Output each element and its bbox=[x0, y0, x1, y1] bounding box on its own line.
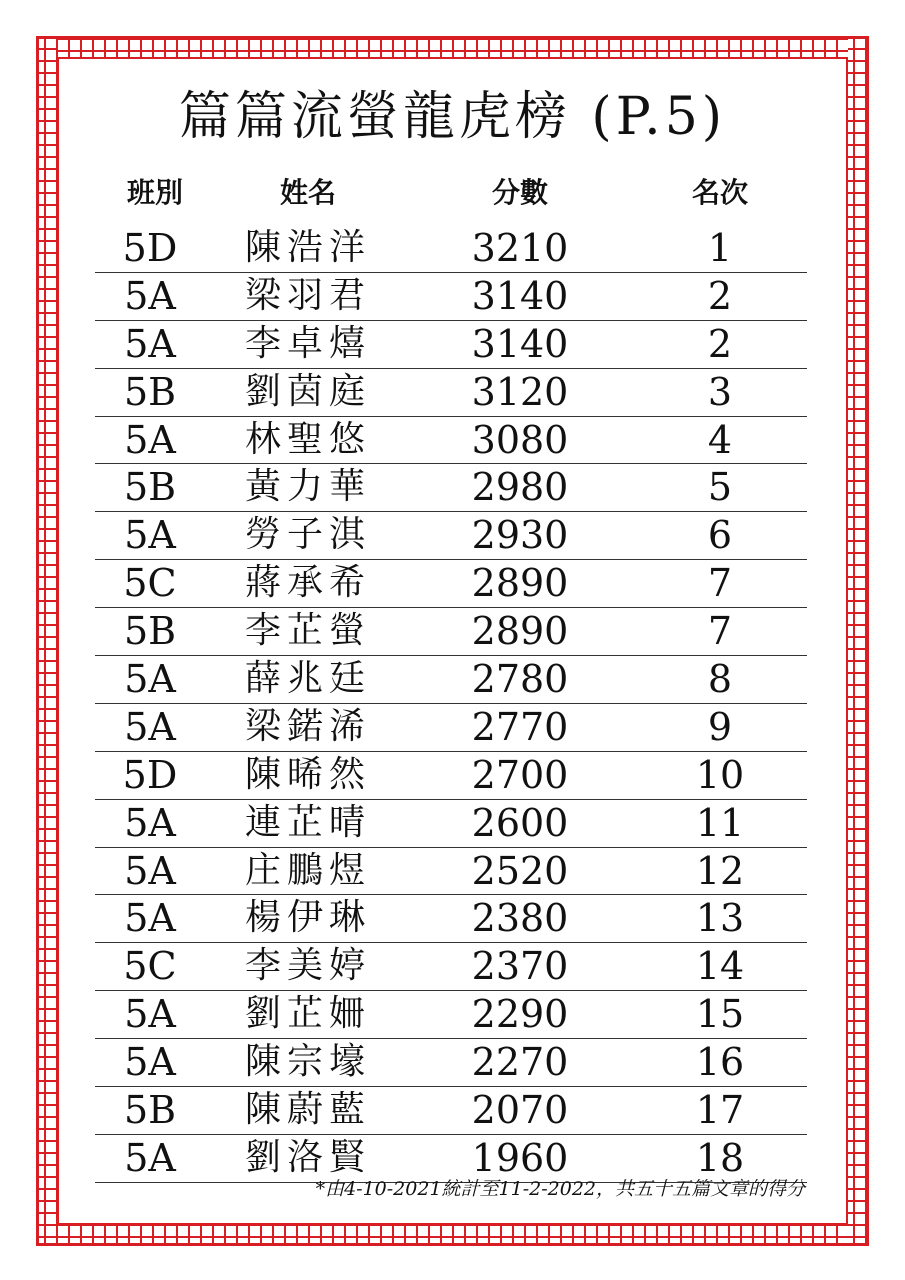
row-rank: 2 bbox=[707, 321, 733, 366]
row-score: 3080 bbox=[471, 417, 569, 462]
table-row bbox=[95, 991, 807, 1039]
row-class: 5B bbox=[123, 369, 177, 414]
row-name: 梁鍩浠 bbox=[244, 705, 371, 747]
row-name: 劉芷姍 bbox=[244, 993, 371, 1035]
row-name: 薛兆廷 bbox=[244, 658, 371, 700]
row-rank: 12 bbox=[695, 848, 745, 893]
decorative-border-bottom bbox=[39, 1225, 866, 1243]
table-row bbox=[95, 895, 807, 943]
row-score: 2770 bbox=[471, 704, 569, 749]
table-row bbox=[95, 369, 807, 417]
table-row bbox=[95, 273, 807, 321]
row-rank: 13 bbox=[695, 896, 745, 941]
row-name: 李芷螢 bbox=[244, 610, 371, 652]
row-class: 5A bbox=[124, 513, 176, 558]
row-name: 梁羽君 bbox=[244, 274, 371, 316]
row-class: 5B bbox=[123, 609, 177, 654]
row-class: 5C bbox=[123, 944, 177, 989]
table-row bbox=[95, 752, 807, 800]
row-class: 5A bbox=[124, 800, 176, 845]
row-rank: 2 bbox=[707, 273, 733, 318]
table-row bbox=[95, 1087, 807, 1135]
row-name: 李美婷 bbox=[244, 945, 371, 987]
row-score: 2780 bbox=[471, 657, 569, 702]
row-name: 李卓熺 bbox=[244, 322, 371, 364]
row-score: 2370 bbox=[471, 944, 569, 989]
row-class: 5A bbox=[124, 896, 176, 941]
row-class: 5A bbox=[124, 321, 176, 366]
row-score: 2070 bbox=[471, 1088, 569, 1133]
table-row bbox=[95, 321, 807, 369]
row-rank: 4 bbox=[707, 417, 733, 462]
table-row bbox=[95, 512, 807, 560]
row-rank: 18 bbox=[695, 1135, 745, 1180]
row-name: 陳宗壕 bbox=[244, 1041, 371, 1083]
row-score: 2290 bbox=[471, 992, 569, 1037]
row-class: 5A bbox=[124, 273, 176, 318]
row-rank: 6 bbox=[707, 513, 733, 558]
row-class: 5A bbox=[124, 1135, 176, 1180]
row-score: 2980 bbox=[471, 465, 569, 510]
header-score: 分數 bbox=[491, 176, 548, 209]
row-rank: 17 bbox=[695, 1088, 745, 1133]
row-score: 3210 bbox=[471, 226, 569, 270]
row-rank: 7 bbox=[707, 609, 733, 654]
row-rank: 11 bbox=[695, 800, 745, 845]
row-score: 2520 bbox=[471, 848, 569, 893]
row-rank: 9 bbox=[707, 704, 733, 749]
row-class: 5D bbox=[122, 752, 178, 797]
row-class: 5A bbox=[124, 704, 176, 749]
row-rank: 5 bbox=[707, 465, 733, 510]
table-header bbox=[0, 170, 905, 216]
row-rank: 8 bbox=[707, 657, 733, 702]
row-score: 3120 bbox=[471, 369, 569, 414]
row-rank: 7 bbox=[707, 561, 733, 606]
footnote: *由4-10-2021統計至11-2-2022，共五十五篇文章的得分 bbox=[315, 1178, 805, 1200]
row-class: 5B bbox=[123, 1088, 177, 1133]
table-row bbox=[95, 1039, 807, 1087]
row-class: 5A bbox=[124, 848, 176, 893]
row-score: 2890 bbox=[471, 561, 569, 606]
row-class: 5A bbox=[124, 992, 176, 1037]
table-row bbox=[95, 800, 807, 848]
row-rank: 10 bbox=[695, 752, 745, 797]
table-row bbox=[95, 656, 807, 704]
row-name: 庄鵬煜 bbox=[244, 849, 371, 891]
row-score: 2270 bbox=[471, 1040, 569, 1085]
row-score: 2890 bbox=[471, 609, 569, 654]
table-row bbox=[95, 560, 807, 608]
row-rank: 15 bbox=[695, 992, 745, 1037]
row-name: 陳浩洋 bbox=[244, 227, 371, 268]
row-name: 林聖悠 bbox=[244, 418, 371, 460]
row-score: 2930 bbox=[471, 513, 569, 558]
row-class: 5A bbox=[124, 657, 176, 702]
table-row bbox=[95, 225, 807, 273]
row-class: 5A bbox=[124, 1040, 176, 1085]
row-score: 2600 bbox=[471, 800, 569, 845]
row-name: 勞子淇 bbox=[244, 514, 371, 556]
row-name: 劉洛賢 bbox=[244, 1136, 371, 1178]
row-score: 3140 bbox=[471, 321, 569, 366]
row-name: 劉茵庭 bbox=[244, 370, 371, 412]
decorative-border-top bbox=[39, 39, 866, 57]
row-rank: 1 bbox=[707, 226, 733, 270]
table-row bbox=[95, 464, 807, 512]
row-score: 1960 bbox=[471, 1135, 569, 1180]
table-row bbox=[95, 943, 807, 991]
row-score: 2380 bbox=[471, 896, 569, 941]
ranking-table bbox=[0, 225, 905, 1183]
row-name: 陳晞然 bbox=[244, 753, 371, 795]
header-name: 姓名 bbox=[279, 176, 336, 209]
row-class: 5D bbox=[122, 226, 178, 270]
table-row bbox=[95, 848, 807, 896]
header-rank: 名次 bbox=[691, 176, 748, 209]
header-class: 班別 bbox=[126, 176, 183, 209]
row-rank: 16 bbox=[695, 1040, 745, 1085]
row-rank: 3 bbox=[707, 369, 733, 414]
row-score: 3140 bbox=[471, 273, 569, 318]
row-name: 蔣承希 bbox=[244, 562, 371, 604]
row-rank: 14 bbox=[695, 944, 745, 989]
table-row bbox=[95, 704, 807, 752]
table-row bbox=[95, 417, 807, 465]
row-score: 2700 bbox=[471, 752, 569, 797]
row-class: 5C bbox=[123, 561, 177, 606]
row-name: 陳蔚藍 bbox=[244, 1089, 371, 1131]
row-name: 連芷晴 bbox=[244, 801, 371, 843]
row-name: 黃力華 bbox=[244, 466, 371, 508]
row-name: 楊伊琳 bbox=[244, 897, 371, 939]
table-row bbox=[95, 608, 807, 656]
row-class: 5A bbox=[124, 417, 176, 462]
page-title: 篇篇流螢龍虎榜 (P.5) bbox=[178, 87, 727, 147]
row-class: 5B bbox=[123, 465, 177, 510]
